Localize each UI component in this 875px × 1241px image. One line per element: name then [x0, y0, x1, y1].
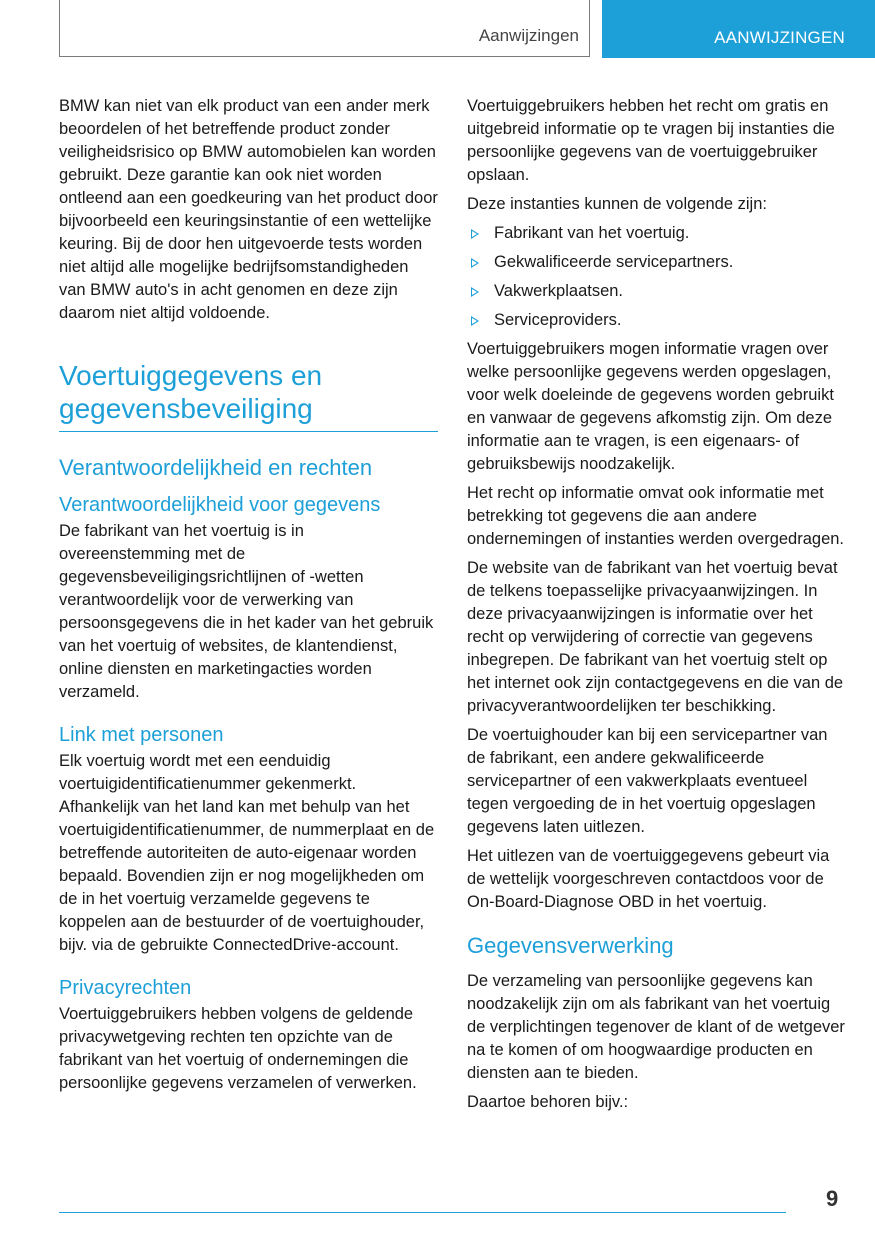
paragraph-request-info: Voertuiggebruikers mogen informatie vragen over welke persoonlijke gegevens werden opgeslagen, voor welk doeleinde de gegevens worden gebruikt en vanwaar de gegevens afkomstig zijn. Om deze informatie aan te vragen, is een eigenaars- of gebruiksbewijs noodzakelijk.: [467, 340, 834, 473]
page-number: 9: [826, 1186, 839, 1211]
triangle-bullet-icon: [471, 316, 479, 326]
header-section-label: Aanwijzingen: [478, 26, 579, 45]
paragraph-data-responsibility: De fabrikant van het voertuig is in overeenstemming met de gegevensbeveiligingsrichtlijnen of -wetten verantwoordelijk voor de verwerking van persoonsgegevens die in het kader van het gebruik van het voertuig of websites, de klantendienst, online diensten en marketingacties worden verzameld.: [59, 522, 434, 701]
list-item: Fabrikant van het voertuig.: [467, 222, 847, 245]
paragraph-info-right: Voertuiggebruikers hebben het recht om gratis en uitgebreid informatie op te vragen bij instanties die persoonlijke gegevens van de voertuiggebruiker opslaan.: [467, 97, 835, 184]
instances-list: [467, 222, 847, 332]
paragraph-privacy-rights: Voertuiggebruikers hebben volgens de geldende privacywetgeving rechten ten opzichte van de fabrikant van het voertuig of ondernemingen die persoonlijke gegevens verzamelen of verwerken.: [59, 1005, 417, 1092]
triangle-bullet-icon: [471, 258, 479, 268]
paragraph-right-info-transfer: Het recht op informatie omvat ook informatie met betrekking tot gegevens die aan andere ondernemingen of instanties werden overgedragen.: [467, 484, 845, 548]
paragraph-website-privacy: De website van de fabrikant van het voertuig bevat de telkens toepasselijke privacyaanwijzingen. In deze privacyaanwijzingen is informatie over het recht op verwijdering of correctie van gegevens inbegrepen. De fabrikant van het voertuig stelt op het internet ook zijn contactgegevens en die van de privacyverantwoordelijken ter beschikking.: [467, 559, 844, 715]
paragraph-instances-intro: Deze instanties kunnen de volgende zijn:: [467, 195, 767, 213]
left-column: [59, 95, 438, 1101]
subheading-link-persons: Link met personen: [59, 724, 224, 746]
triangle-bullet-icon: [471, 229, 479, 239]
header-chapter-tab-label: AANWIJZINGEN: [714, 28, 845, 47]
subheading-data-responsibility: Verantwoordelijkheid voor gegevens: [59, 494, 381, 516]
footer-divider: [59, 1212, 786, 1213]
chapter-heading: Voertuiggegevens en gegevensbeveiliging: [59, 359, 438, 432]
paragraph-obd-readout: Het uitlezen van de voertuiggegevens gebeurt via de wettelijk voorgeschreven contactdoos voor de On-Board-Diagnose OBD in het voertuig.: [467, 847, 830, 911]
header-frame: [59, 0, 590, 57]
section-heading-responsibility: Verantwoordelijkheid en rechten: [59, 455, 373, 480]
paragraph-processing: De verzameling van persoonlijke gegevens kan noodzakelijk zijn om als fabrikant van het voertuig de verplichtingen tegenover de klant of de wetgever na te komen of om hoogwaardige producten en diensten aan te bieden.: [467, 972, 845, 1082]
section-heading-processing: Gegevensverwerking: [467, 933, 674, 958]
intro-paragraph: BMW kan niet van elk product van een ander merk beoordelen of het betreffende product zonder veiligheidsrisico op BMW automobielen kan worden gebruikt. Deze garantie kan ook niet worden ontleend aan een goedkeuring van het product door bijvoorbeeld een keuringsinstantie of een wettelijke keuring. Bij de door hen uitgevoerde tests worden niet altijd alle mogelijke bedrijfsomstandigheden van BMW auto's in acht genomen en deze zijn daarom niet altijd voldoende.: [59, 97, 438, 322]
list-item: Vakwerkplaatsen.: [467, 280, 847, 303]
header-chapter-tab[interactable]: [602, 0, 875, 58]
list-item: Gekwalificeerde servicepartners.: [467, 251, 847, 274]
paragraph-examples-intro: Daartoe behoren bijv.:: [467, 1093, 629, 1111]
paragraph-holder-readout: De voertuighouder kan bij een servicepartner van de fabrikant, een andere gekwalificeerde servicepartner of een vakwerkplaats eventueel tegen vergoeding de in het voertuig opgeslagen gegevens laten uitlezen.: [467, 726, 828, 836]
list-item: Serviceproviders.: [467, 309, 847, 332]
right-column: [467, 95, 847, 1120]
subheading-privacy-rights: Privacyrechten: [59, 977, 192, 999]
triangle-bullet-icon: [471, 287, 479, 297]
paragraph-link-persons: Elk voertuig wordt met een eenduidig voertuigidentificatienummer gekenmerkt. Afhankelijk van het land kan met behulp van het voertuigidentificatienummer, de nummerplaat en de betreffende autoriteiten de auto-eigenaar worden bepaald. Bovendien zijn er nog mogelijkheden om de in het voertuig verzamelde gegevens te koppelen aan de bestuurder of de voertuighouder, bijv. via de gebruikte ConnectedDrive-account.: [59, 752, 435, 954]
